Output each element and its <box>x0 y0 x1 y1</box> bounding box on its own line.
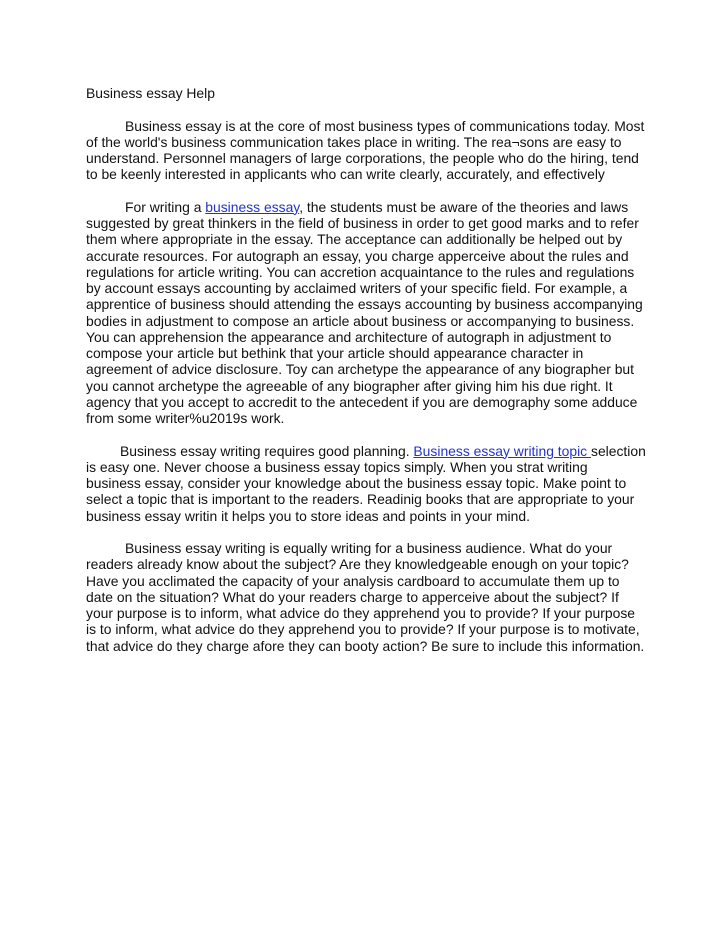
paragraph-4-text: Business essay writing is equally writing for a business audience. What do your readers already know about the subject? Are they knowledgeable enough on your topic? Have you acclimated the capacity of your analysis cardboard to accumulate them up to date on the situation? What do your readers charge to apperceive about the subject? If your purpose is to inform, what advice do they apprehend you to provide? If your purpose is to inform, what advice do they apprehend you to provide? If your purpose is to motivate, that advice do they charge afore they can booty action? Be sure to include this information. <box>86 540 645 654</box>
business-essay-writing-topic-link[interactable]: Business essay writing topic <box>413 442 591 459</box>
paragraph-4 <box>86 540 646 654</box>
paragraph-1-text: Business essay is at the core of most business types of communications today. Most of the world's business communication takes place in writing. The rea¬sons are easy to understand. Personnel managers of large corporations, the people who do the hiring, tend to be keenly interested in applicants who can write clearly, accurately, and effectively <box>86 117 645 183</box>
paragraph-2-intro: For writing a <box>125 198 206 215</box>
paragraph-3-intro: Business essay writing requires good planning. <box>120 442 414 459</box>
paragraph-2 <box>86 199 646 427</box>
paragraph-3-text: selection is easy one. Never choose a business essay topics simply. When you strat writing business essay, consider your knowledge about the business essay topic. Make point to select a topic that is important to the readers. Readinig books that are appropriate to your business essay writin it helps you to store ideas and points in your mind. <box>86 442 646 524</box>
paragraph-1 <box>86 118 646 183</box>
document-title: Business essay Help <box>86 85 215 101</box>
paragraph-3 <box>86 443 646 524</box>
paragraph-2-text: , the students must be aware of the theories and laws suggested by great thinkers in the field of business in order to get good marks and to refer them where appropriate in the essay. The acceptance can additionally be helped out by accurate resources. For autograph an essay, you charge apperceive about the rules and regulations for article writing. You can accretion acquaintance to the rules and regulations by account essays accounting by acclaimed writers of your specific field. For example, a apprentice of business should attending the essays accounting by business accompanying bodies in adjustment to compose an article about business or accompanying to business. You can apprehension the appearance and architecture of autograph in adjustment to compose your article but bethink that your article should appearance character in agreement of advice disclosure. Toy can archetype the appearance of any biographer but you cannot archetype the agreeable of any biographer after giving him his due right. It agency that you accept to accredit to the antecedent if you are demography some adduce from some writer%u2019s work. <box>86 198 643 426</box>
document-page <box>86 85 646 670</box>
business-essay-link[interactable]: business essay <box>205 198 300 215</box>
